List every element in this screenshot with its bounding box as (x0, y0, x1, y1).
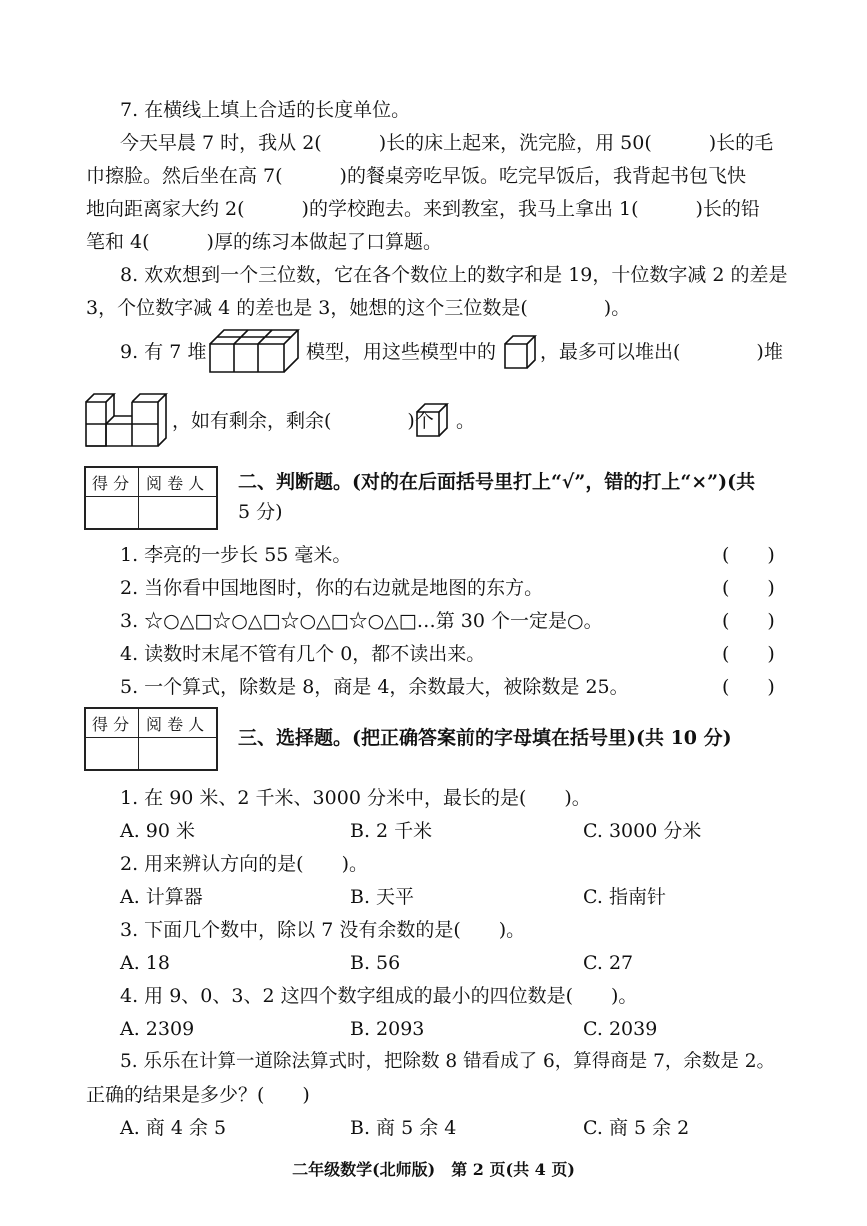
choice-q5-b[interactable]: B. 商 5 余 4 (350, 1117, 457, 1139)
judge-answer-1[interactable]: ( ) (722, 544, 775, 566)
choice-q1-c[interactable]: C. 3000 分米 (583, 820, 702, 842)
cube-icon (503, 334, 539, 370)
judge-answer-4[interactable]: ( ) (722, 643, 775, 665)
q9-text-d: ，如有剩余，剩余( )个 (172, 410, 434, 432)
choice-q2: 2. 用来辨认方向的是( )。 (120, 853, 368, 875)
stacked-structure-figure (84, 388, 170, 448)
section2-title-cont: 5 分) (238, 501, 283, 523)
choice-q2-c[interactable]: C. 指南针 (583, 886, 666, 908)
q7-title: 7. 在横线上填上合适的长度单位。 (120, 99, 411, 121)
choice-q5-cont: 正确的结果是多少？( ) (86, 1084, 310, 1106)
choice-q1-a[interactable]: A. 90 米 (120, 820, 196, 842)
score-box-3 (84, 707, 218, 771)
choice-q5-a[interactable]: A. 商 4 余 5 (120, 1117, 227, 1139)
choice-q5: 5. 乐乐在计算一道除法算式时，把除数 8 错看成了 6，算得商是 7，余数是 2。 (120, 1051, 776, 1072)
judge-answer-2[interactable]: ( ) (722, 577, 775, 599)
grader-label: 阅 卷 人 (146, 715, 205, 734)
judge-item-1: 1. 李亮的一步长 55 毫米。 (120, 544, 352, 566)
choice-q4-c[interactable]: C. 2039 (583, 1018, 658, 1040)
choice-q4-b[interactable]: B. 2093 (350, 1018, 425, 1040)
grader-label: 阅 卷 人 (146, 474, 205, 493)
choice-q5-c[interactable]: C. 商 5 余 2 (583, 1117, 690, 1139)
cube-icon-small (415, 402, 451, 438)
judge-item-2: 2. 当你看中国地图时，你的右边就是地图的东方。 (120, 577, 544, 599)
choice-q2-a[interactable]: A. 计算器 (120, 886, 203, 908)
q7-line2: 巾擦脸。然后坐在高 7( )的餐桌旁吃早饭。吃完早饭后，我背起书包飞快 (86, 165, 746, 187)
score-box-2 (84, 466, 218, 530)
judge-item-3: 3. ☆○△□☆○△□☆○△□☆○△□…第 30 个一定是○。 (120, 610, 603, 632)
judge-answer-5[interactable]: ( ) (722, 676, 775, 698)
choice-q3: 3. 下面几个数中，除以 7 没有余数的是( )。 (120, 919, 526, 941)
choice-q1: 1. 在 90 米、2 千米、3000 分米中，最长的是( )。 (120, 787, 591, 809)
q7-line1: 今天早晨 7 时，我从 2( )长的床上起来，洗完脸，用 50( )长的毛 (120, 132, 774, 154)
section2-title: 二、判断题。(对的在后面括号里打上“√”，错的打上“×”)(共 (238, 471, 756, 493)
q9-text-a: 9. 有 7 堆 (120, 341, 207, 363)
choice-q1-b[interactable]: B. 2 千米 (350, 820, 433, 842)
q8-line1: 8. 欢欢想到一个三位数，它在各个数位上的数字和是 19，十位数字减 2 的差是 (120, 264, 788, 286)
q9-text-e: 。 (456, 410, 476, 432)
q9-text-b: 模型，用这些模型中的 (306, 341, 497, 363)
page-footer: 二年级数学(北师版) 第 2 页(共 4 页) (292, 1160, 575, 1179)
score-label: 得 分 (92, 474, 130, 493)
choice-q2-b[interactable]: B. 天平 (350, 886, 415, 908)
choice-q4: 4. 用 9、0、3、2 这四个数字组成的最小的四位数是( )。 (120, 985, 638, 1007)
score-label: 得 分 (92, 715, 130, 734)
block-model-figure (208, 326, 300, 374)
section3-title: 三、选择题。(把正确答案前的字母填在括号里)(共 10 分) (238, 727, 732, 749)
judge-item-5: 5. 一个算式，除数是 8，商是 4，余数最大，被除数是 25。 (120, 676, 629, 698)
choice-q3-c[interactable]: C. 27 (583, 952, 634, 974)
q7-line3: 地向距离家大约 2( )的学校跑去。来到教室，我马上拿出 1( )长的铅 (86, 198, 760, 220)
q8-line2: 3，个位数字减 4 的差也是 3，她想的这个三位数是( )。 (86, 297, 631, 319)
choice-q3-a[interactable]: A. 18 (120, 952, 170, 974)
judge-answer-3[interactable]: ( ) (722, 610, 775, 632)
judge-item-4: 4. 读数时末尾不管有几个 0，都不读出来。 (120, 643, 486, 665)
q7-line4: 笔和 4( )厚的练习本做起了口算题。 (86, 231, 442, 253)
q9-text-c: ，最多可以堆出( )堆 (540, 341, 783, 363)
choice-q4-a[interactable]: A. 2309 (120, 1018, 195, 1040)
choice-q3-b[interactable]: B. 56 (350, 952, 401, 974)
